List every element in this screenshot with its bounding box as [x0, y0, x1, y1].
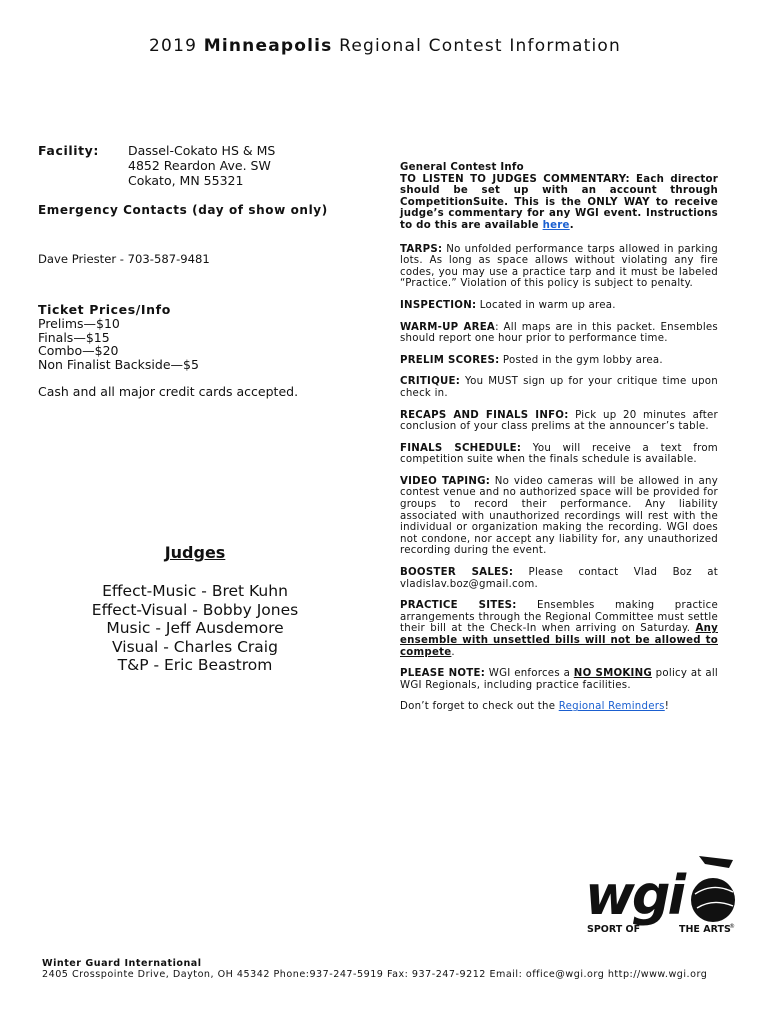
footer-address: 2405 Crosspointe Drive, Dayton, OH 45342 Phone:937-247-5919 Fax: 937-247-9212 Email: office@wgi.org http://www.wgi.org: [42, 969, 708, 980]
commentary-text: TO LISTEN TO JUDGES COMMENTARY: Each director should be set up with an account through CompetitionSuite. This is the ONLY WAY to receive judge’s commentary for any WGI event. Instructions to do this are available: [400, 173, 718, 231]
title-city: Minneapolis: [203, 36, 333, 56]
video-label: VIDEO TAPING:: [400, 475, 491, 487]
inspection-item: [400, 300, 718, 312]
note-item: [400, 668, 718, 691]
page-title: [0, 36, 770, 56]
inspection-label: INSPECTION:: [400, 299, 477, 311]
judge-item: Visual - Charles Craig: [112, 637, 278, 656]
judges-list: [60, 582, 330, 675]
facility-label: Facility:: [38, 143, 100, 158]
note-text: WGI enforces a: [485, 668, 574, 680]
punct: .: [451, 646, 455, 658]
reminder-text: Don’t forget to check out the: [400, 701, 559, 713]
prelim-label: PRELIM SCORES:: [400, 354, 500, 366]
warmup-label: WARM-UP AREA: [400, 321, 496, 333]
tickets-heading: Ticket Prices/Info: [38, 302, 171, 317]
punct: .: [569, 219, 574, 231]
footer-org: Winter Guard International: [42, 958, 202, 969]
warmup-item: [400, 322, 718, 345]
recaps-item: [400, 410, 718, 433]
finals-item: [400, 443, 718, 466]
note-label: PLEASE NOTE:: [400, 668, 486, 680]
general-info: [400, 162, 718, 723]
video-text: No video cameras will be allowed in any contest venue and no authorized space will be provided for groups to record their performance. Any liability associated with unauthorized recordings will rest with the individual or organization making the recording. WGI does not condone, nor accept any liability for, any unauthorized recording during the event.: [400, 475, 719, 557]
critique-text: You MUST sign up for your critique time upon check in.: [400, 376, 718, 399]
logo-registered-mark: ®: [729, 923, 735, 930]
prelim-item: [400, 355, 718, 367]
judge-item: Effect-Visual - Bobby Jones: [91, 600, 299, 619]
critique-label: CRITIQUE:: [400, 376, 461, 388]
logo-tagline-left: SPORT OF: [587, 924, 641, 935]
critique-item: [400, 376, 718, 399]
ticket-item: Prelims—$10: [38, 316, 120, 331]
practice-item: [400, 600, 718, 658]
logo-tagline-right: THE ARTS: [679, 924, 731, 935]
ticket-item: Non Finalist Backside—$5: [38, 356, 199, 372]
tarps-label: TARPS:: [400, 243, 443, 255]
wgi-logo-graphic: [583, 852, 735, 936]
facility-line: Cokato, MN 55321: [128, 173, 244, 188]
finals-text: You will receive a text from competition suite when the finals schedule is available.: [400, 442, 718, 466]
payment-note: Cash and all major credit cards accepted.: [38, 384, 299, 399]
no-smoking-text: NO SMOKING: [573, 668, 652, 680]
booster-text: Please contact Vlad Boz at vladislav.boz@gmail.com.: [400, 567, 718, 590]
booster-label: BOOSTER SALES:: [400, 567, 514, 579]
warmup-text: : All maps are in this packet. Ensembles should report one hour prior to performance time.: [400, 321, 718, 345]
practice-text: Ensembles making practice arrangements through the Regional Committee must settle their bill at the Check-In when arriving on Saturday.: [400, 600, 719, 635]
logo-word: wgi: [585, 864, 684, 927]
tarps-text: No unfolded performance tarps allowed in parking lots. As long as space allows without violating any fire codes, you may use a practice tarp and it must be labeled “Practice.” Violation of this policy is subject to penalty.: [400, 243, 718, 290]
facility-address: [128, 143, 275, 188]
note-text: policy at all WGI Regionals, including practice facilities.: [400, 668, 718, 691]
instructions-link[interactable]: here: [542, 219, 570, 231]
ticket-list: [38, 317, 199, 371]
emergency-contact: Dave Priester - 703-587-9481: [38, 252, 210, 266]
general-heading: General Contest Info: [400, 162, 524, 173]
title-rest: Regional Contest Information: [339, 36, 621, 56]
prelim-text: Posted in the gym lobby area.: [499, 354, 663, 366]
reminder-item: [400, 701, 718, 713]
inspection-text: Located in warm up area.: [476, 299, 616, 311]
regional-reminders-link[interactable]: Regional Reminders: [558, 701, 665, 713]
booster-item: [400, 567, 718, 590]
judge-item: Music - Jeff Ausdemore: [106, 619, 284, 638]
tarps-item: [400, 244, 718, 290]
facility-line: Dassel-Cokato HS & MS: [128, 143, 276, 158]
title-year: 2019: [149, 36, 198, 56]
finals-label: FINALS SCHEDULE:: [400, 442, 522, 454]
emergency-heading: Emergency Contacts (day of show only): [38, 203, 328, 217]
ticket-item: Combo—$20: [38, 343, 119, 359]
practice-warning: Any ensemble with unsettled bills will not be allowed to compete: [400, 623, 718, 658]
recaps-text: Pick up 20 minutes after conclusion of your class prelims at the announcer’s table.: [400, 409, 718, 433]
judge-item: T&P - Eric Beastrom: [117, 656, 273, 675]
wgi-logo: [583, 852, 735, 936]
video-item: [400, 476, 718, 557]
practice-label: PRACTICE SITES:: [400, 600, 517, 612]
facility-line: 4852 Reardon Ave. SW: [128, 158, 271, 173]
recaps-label: RECAPS AND FINALS INFO:: [400, 409, 569, 421]
judge-item: Effect-Music - Bret Kuhn: [102, 582, 288, 600]
punct: !: [664, 701, 670, 713]
ticket-item: Finals—$15: [38, 329, 110, 345]
judges-heading: Judges: [164, 543, 226, 562]
